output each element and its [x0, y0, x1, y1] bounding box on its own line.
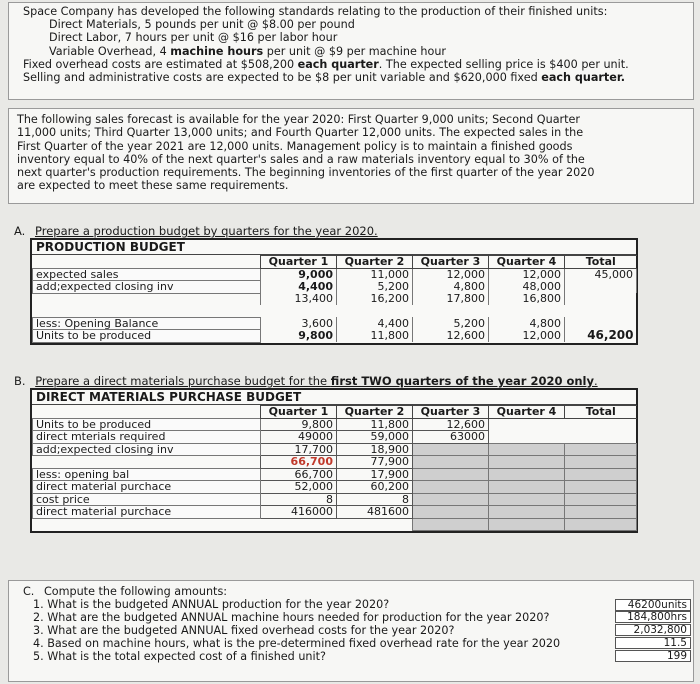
empty-cell — [33, 518, 261, 531]
question-line: 2. What are the budgeted ANNUAL machine hours needed for production for the year 2020? — [33, 611, 550, 624]
table-row — [33, 493, 637, 506]
table-cell[interactable]: 46,200 — [587, 329, 634, 342]
table-cell[interactable] — [489, 305, 565, 317]
table-cell[interactable]: 4,800 — [489, 317, 565, 330]
table-cell[interactable]: 12,600 — [413, 418, 489, 431]
table-title: PRODUCTION BUDGET — [32, 240, 636, 255]
table-cell[interactable]: 12,000 — [413, 268, 489, 281]
shaded-cell — [413, 443, 489, 456]
text: . The expected selling price is $400 per unit. — [378, 57, 629, 71]
table-cell[interactable]: 11,800 — [337, 418, 413, 431]
intro-line — [23, 58, 687, 71]
row-label[interactable]: add;expected closing inv — [33, 281, 261, 294]
table-cell[interactable]: 8 — [261, 493, 337, 506]
table-row — [33, 281, 637, 294]
row-label[interactable]: add;expected closing inv — [33, 443, 261, 456]
table-cell[interactable] — [565, 293, 637, 305]
table-cell[interactable]: 60,200 — [337, 481, 413, 494]
column-header: Quarter 1 — [261, 406, 337, 419]
section-instruction: Prepare a production budget by quarters for the year 2020. — [34, 224, 378, 238]
table-cell[interactable]: 11,000 — [337, 268, 413, 281]
table-cell[interactable]: 9,800 — [261, 418, 337, 431]
table-row — [33, 268, 637, 281]
table-cell-highlight[interactable]: 66,700 — [261, 456, 337, 469]
shaded-cell — [413, 468, 489, 481]
column-header: Quarter 2 — [337, 406, 413, 419]
table-row — [33, 330, 637, 343]
table-row — [33, 481, 637, 494]
table-cell[interactable]: 18,900 — [337, 443, 413, 456]
shaded-cell — [489, 468, 565, 481]
row-label[interactable]: less: Opening Balance — [33, 317, 261, 330]
intro-line: Direct Labor, 7 hours per unit @ $16 per labor hour — [49, 31, 338, 45]
table-row — [33, 317, 637, 330]
table-cell[interactable] — [565, 317, 637, 330]
bold-text: first TWO quarters of the year 2020 only — [330, 374, 594, 388]
section-a-label — [14, 224, 378, 238]
column-header: Total — [565, 256, 637, 269]
table-cell[interactable]: 77,900 — [337, 456, 413, 469]
answer-field[interactable]: 184,800hrs — [615, 611, 691, 623]
table-cell[interactable]: 17,700 — [261, 443, 337, 456]
empty-cell — [337, 518, 413, 531]
answer-field[interactable]: 11.5 — [615, 637, 691, 649]
table-cell[interactable]: 59,000 — [337, 431, 413, 444]
table-row — [33, 293, 637, 305]
table-cell[interactable]: 48,000 — [489, 281, 565, 294]
intro-line — [23, 71, 687, 84]
table-row — [33, 518, 637, 531]
table-cell[interactable]: 5,200 — [413, 317, 489, 330]
shaded-cell — [413, 456, 489, 469]
table-cell[interactable]: 5,200 — [337, 281, 413, 294]
section-c-heading — [23, 585, 693, 598]
answer-field[interactable]: 2,032,800 — [615, 624, 691, 636]
empty-cell — [489, 431, 565, 444]
table-cell[interactable]: 12,600 — [413, 330, 489, 343]
row-label[interactable]: direct material purchace — [33, 481, 261, 494]
table-cell[interactable]: 63000 — [413, 431, 489, 444]
table-cell[interactable]: 16,800 — [489, 293, 565, 305]
shaded-cell — [413, 493, 489, 506]
table-row — [33, 443, 637, 456]
table-row — [33, 431, 637, 444]
table-cell[interactable]: 8 — [337, 493, 413, 506]
text: Fixed overhead costs are estimated at $508,200 — [23, 57, 298, 71]
shaded-cell — [565, 443, 637, 456]
shaded-cell — [489, 518, 565, 531]
shaded-cell — [565, 456, 637, 469]
text: Selling and administrative costs are expected to be $8 per unit variable and $620,000 fixed — [23, 71, 542, 85]
row-label[interactable]: direct material purchace — [33, 506, 261, 519]
table-cell[interactable]: 13,400 — [261, 293, 337, 305]
shaded-cell — [413, 481, 489, 494]
table-cell[interactable]: 12,000 — [489, 268, 565, 281]
shaded-cell — [413, 518, 489, 531]
empty-cell — [261, 518, 337, 531]
header-row — [33, 256, 637, 269]
bold-text: each quarter. — [541, 71, 626, 85]
corner-cell — [33, 406, 261, 419]
forecast-line: are expected to meet these same requirements. — [17, 179, 289, 193]
answer-field[interactable]: 199 — [615, 650, 691, 662]
table-cell[interactable] — [261, 305, 337, 317]
column-header: Quarter 4 — [489, 406, 565, 419]
row-label[interactable]: Units to be produced — [33, 330, 261, 343]
shaded-cell — [565, 481, 637, 494]
intro-line: Direct Materials, 5 pounds per unit @ $8.00 per pound — [49, 18, 355, 32]
shaded-cell — [565, 506, 637, 519]
table-cell[interactable]: 4,800 — [413, 281, 489, 294]
text: . — [593, 374, 598, 388]
forecast-line: next quarter's production requirements. The beginning inventories of the first quarter of the year 2020 — [17, 166, 595, 180]
table-cell[interactable]: 12,000 — [489, 330, 565, 343]
materials-purchase-table — [30, 388, 638, 533]
column-header: Total — [565, 406, 637, 419]
forecast-line: inventory equal to 40% of the next quarter's sales and a raw materials inventory equal to 30% of the — [17, 152, 585, 166]
shaded-cell — [413, 506, 489, 519]
shaded-cell — [489, 493, 565, 506]
production-budget-table — [30, 238, 638, 345]
forecast-line: First Quarter of the year 2021 are 12,000 units. Management policy is to maintain a finished goods — [17, 139, 573, 153]
question-line: 1. What is the budgeted ANNUAL production for the year 2020? — [33, 598, 390, 611]
table-cell[interactable]: 481600 — [337, 506, 413, 519]
table-cell[interactable]: 49000 — [261, 431, 337, 444]
column-header: Quarter 2 — [337, 256, 413, 269]
intro-line: Space Company has developed the following standards relating to the production of their finished units: — [23, 5, 608, 18]
row-label[interactable]: expected sales — [33, 268, 261, 281]
table-cell[interactable]: 11,800 — [337, 330, 413, 343]
table-cell[interactable] — [565, 281, 637, 294]
table-title: DIRECT MATERIALS PURCHASE BUDGET — [32, 390, 636, 405]
section-instruction — [35, 374, 597, 388]
section-letter: C. — [23, 585, 35, 598]
shaded-cell — [565, 468, 637, 481]
row-label[interactable]: direct mterials required — [33, 431, 261, 444]
section-letter: A. — [14, 224, 26, 238]
table-cell[interactable]: 66,700 — [261, 468, 337, 481]
standards-paragraph — [8, 2, 694, 100]
section-b-label — [14, 374, 598, 388]
shaded-cell — [489, 506, 565, 519]
text: per unit @ $9 per machine hour — [263, 44, 447, 58]
question-line: 4. Based on machine hours, what is the pre-determined fixed overhead rate for the year 2020 — [33, 637, 561, 650]
row-label[interactable] — [33, 293, 261, 305]
row-label[interactable]: Units to be produced — [33, 418, 261, 431]
table-cell[interactable]: 4,400 — [337, 317, 413, 330]
table-row — [33, 468, 637, 481]
forecast-line: The following sales forecast is available for the year 2020: First Quarter 9,000 units; Second Quarter — [17, 113, 581, 126]
corner-cell — [33, 256, 261, 269]
answer-field[interactable]: 46200units — [615, 599, 691, 611]
row-label[interactable]: less: opening bal — [33, 468, 261, 481]
questions-section — [8, 580, 694, 682]
question-line: 5. What is the total expected cost of a finished unit? — [33, 650, 326, 663]
question-line: 3. What are the budgeted ANNUAL fixed overhead costs for the year 2020? — [33, 624, 455, 637]
empty-cell — [565, 418, 637, 431]
table-cell[interactable] — [565, 305, 637, 317]
row-label[interactable]: cost price — [33, 493, 261, 506]
column-header: Quarter 3 — [413, 406, 489, 419]
row-label[interactable] — [33, 305, 261, 317]
forecast-line: 11,000 units; Third Quarter 13,000 units; and Fourth Quarter 12,000 units. The expected sales in the — [17, 126, 584, 140]
shaded-cell — [489, 481, 565, 494]
row-label[interactable] — [33, 456, 261, 469]
column-header: Quarter 1 — [261, 256, 337, 269]
column-header: Quarter 3 — [413, 256, 489, 269]
table-cell[interactable] — [337, 305, 413, 317]
table-cell[interactable]: 3,600 — [261, 317, 337, 330]
table-row — [33, 456, 637, 469]
shaded-cell — [489, 443, 565, 456]
table-cell[interactable]: 45,000 — [565, 268, 637, 281]
text: Prepare a direct materials purchase budget for the — [35, 374, 331, 388]
shaded-cell — [489, 456, 565, 469]
forecast-paragraph — [8, 108, 694, 204]
table-row — [33, 418, 637, 431]
table-cell[interactable]: 17,800 — [413, 293, 489, 305]
table-cell[interactable]: 17,900 — [337, 468, 413, 481]
bold-text: each quarter — [297, 57, 379, 71]
table-cell[interactable]: 16,200 — [337, 293, 413, 305]
intro-line — [23, 45, 687, 58]
empty-cell — [489, 418, 565, 431]
section-letter: B. — [14, 374, 26, 388]
table-cell[interactable]: 52,000 — [261, 481, 337, 494]
section-intro: Compute the following amounts: — [43, 585, 228, 598]
shaded-cell — [565, 518, 637, 531]
table-row — [33, 305, 637, 317]
table-cell[interactable]: 416000 — [261, 506, 337, 519]
text: Variable Overhead, 4 — [49, 44, 171, 58]
table-cell[interactable] — [413, 305, 489, 317]
header-row — [33, 406, 637, 419]
empty-cell — [565, 431, 637, 444]
bold-text: machine hours — [170, 44, 264, 58]
column-header: Quarter 4 — [489, 256, 565, 269]
table-cell[interactable]: 9,800 — [261, 330, 337, 343]
table-cell[interactable]: 9,000 — [261, 268, 337, 281]
table-cell[interactable]: 4,400 — [261, 281, 337, 294]
table-row — [33, 506, 637, 519]
shaded-cell — [565, 493, 637, 506]
